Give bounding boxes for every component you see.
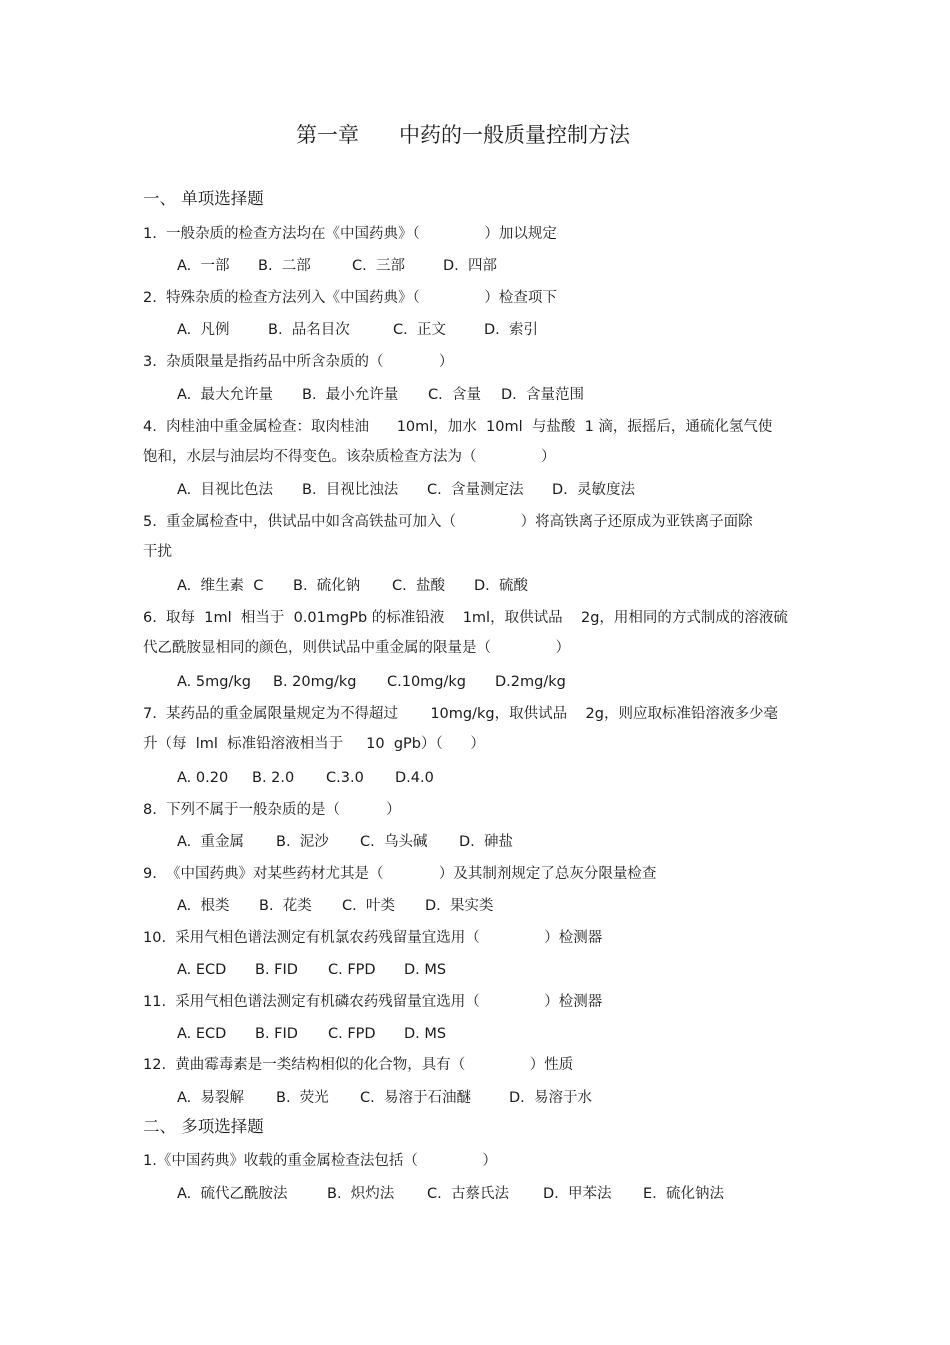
option: B. 目视比浊法 — [302, 482, 399, 498]
option: B. 二部 — [258, 258, 311, 274]
option: B. 20mg/kg — [273, 674, 357, 690]
option: C. FPD — [328, 1026, 376, 1042]
option: C.10mg/kg — [387, 674, 466, 690]
question-3: 3. 杂质限量是指药品中所含杂质的（ ） — [143, 354, 454, 370]
option: D. MS — [404, 962, 447, 978]
option: C. 乌头碱 — [360, 834, 428, 850]
chapter-title: 第一章 中药的一般质量控制方法 — [296, 123, 631, 147]
option: A. 一部 — [177, 258, 230, 274]
option: A. ECD — [177, 962, 227, 978]
option: B. 花类 — [259, 898, 312, 914]
option: B. 荧光 — [276, 1090, 329, 1106]
option: C. 含量 — [428, 387, 481, 403]
option: D. 甲苯法 — [543, 1186, 612, 1202]
question-7-line-2: 升（每 lml 标准铅溶液相当于 10 gPb）（ ） — [143, 736, 485, 752]
option: A. 易裂解 — [177, 1090, 244, 1106]
question-11: 11. 采用气相色谱法测定有机磷农药残留量宜选用（ ）检测器 — [143, 994, 603, 1010]
option: E. 硫化钠法 — [643, 1186, 724, 1202]
question-5-line-1: 5. 重金属检查中，供试品中如含高铁盐可加入（ ）将高铁离子还原成为亚铁离子面除 — [143, 514, 753, 530]
option: A. 根类 — [177, 898, 230, 914]
option: D. 易溶于水 — [509, 1090, 592, 1106]
question-5-line-2: 干扰 — [143, 544, 172, 560]
option: B. 泥沙 — [276, 834, 329, 850]
option: C. 盐酸 — [392, 578, 445, 594]
option: D. 索引 — [484, 322, 538, 338]
option: A. 硫代乙酰胺法 — [177, 1186, 288, 1202]
section-heading-multiple-choice: 二、 多项选择题 — [143, 1117, 264, 1136]
option: C. 叶类 — [342, 898, 395, 914]
option: D.4.0 — [395, 770, 434, 786]
option: B. 硫化钠 — [293, 578, 361, 594]
option: C. 易溶于石油醚 — [360, 1090, 471, 1106]
option: D. MS — [404, 1026, 447, 1042]
option: B. 炽灼法 — [327, 1186, 395, 1202]
option: A. 最大允许量 — [177, 387, 273, 403]
question-7-line-1: 7. 某药品的重金属限量规定为不得超过 10mg/kg，取供试品 2g，则应取标准铅溶液多少毫 — [143, 706, 778, 722]
option: D. 砷盐 — [459, 834, 513, 850]
question-1: 1. 一般杂质的检查方法均在《中国药典》（ ）加以规定 — [143, 226, 557, 242]
option: A. 重金属 — [177, 834, 244, 850]
option: D. 果实类 — [425, 898, 494, 914]
option: B. 最小允许量 — [302, 387, 399, 403]
option: B. FID — [255, 1026, 298, 1042]
section-heading-single-choice: 一、 单项选择题 — [143, 189, 264, 208]
multi-question-1: 1.《中国药典》收载的重金属检查法包括（ ） — [143, 1153, 497, 1169]
option: A. 0.20 — [177, 770, 229, 786]
option: C.3.0 — [326, 770, 364, 786]
option: C. FPD — [328, 962, 376, 978]
option: D.2mg/kg — [495, 674, 566, 690]
option: C. 三部 — [352, 258, 405, 274]
option: D. 灵敏度法 — [552, 482, 635, 498]
option: A. 维生素 C — [177, 578, 264, 594]
question-12: 12. 黄曲霉毒素是一类结构相似的化合物，具有（ ）性质 — [143, 1057, 574, 1073]
option: D. 四部 — [443, 258, 497, 274]
question-4-line-2: 饱和，水层与油层均不得变色。该杂质检查方法为（ ） — [143, 449, 556, 465]
option: D. 硫酸 — [474, 578, 528, 594]
option: C. 含量测定法 — [427, 482, 524, 498]
option: C. 古蔡氏法 — [427, 1186, 509, 1202]
question-6-line-2: 代乙酰胺显相同的颜色，则供试品中重金属的限量是（ ） — [143, 640, 571, 656]
option: A. 凡例 — [177, 322, 230, 338]
question-8: 8. 下列不属于一般杂质的是（ ） — [143, 802, 401, 818]
option: C. 正文 — [393, 322, 446, 338]
question-4-line-1: 4. 肉桂油中重金属检查：取肉桂油 10ml，加水 10ml 与盐酸 1 滴，振摇后，通硫化氢气使 — [143, 419, 773, 435]
question-10: 10. 采用气相色谱法测定有机氯农药残留量宜选用（ ）检测器 — [143, 930, 603, 946]
question-6-line-1: 6. 取每 1ml 相当于 0.01mgPb 的标准铅液 1ml，取供试品 2g，用相同的方式制成的溶液硫 — [143, 610, 788, 626]
option: A. 目视比色法 — [177, 482, 273, 498]
option: B. FID — [255, 962, 298, 978]
option: B. 品名目次 — [268, 322, 350, 338]
question-9: 9. 《中国药典》对某些药材尤其是（ ）及其制剂规定了总灰分限量检查 — [143, 866, 657, 882]
option: B. 2.0 — [252, 770, 295, 786]
question-2: 2. 特殊杂质的检查方法列入《中国药典》（ ）检查项下 — [143, 290, 557, 306]
option: A. 5mg/kg — [177, 674, 251, 690]
option: A. ECD — [177, 1026, 227, 1042]
option: D. 含量范围 — [501, 387, 584, 403]
